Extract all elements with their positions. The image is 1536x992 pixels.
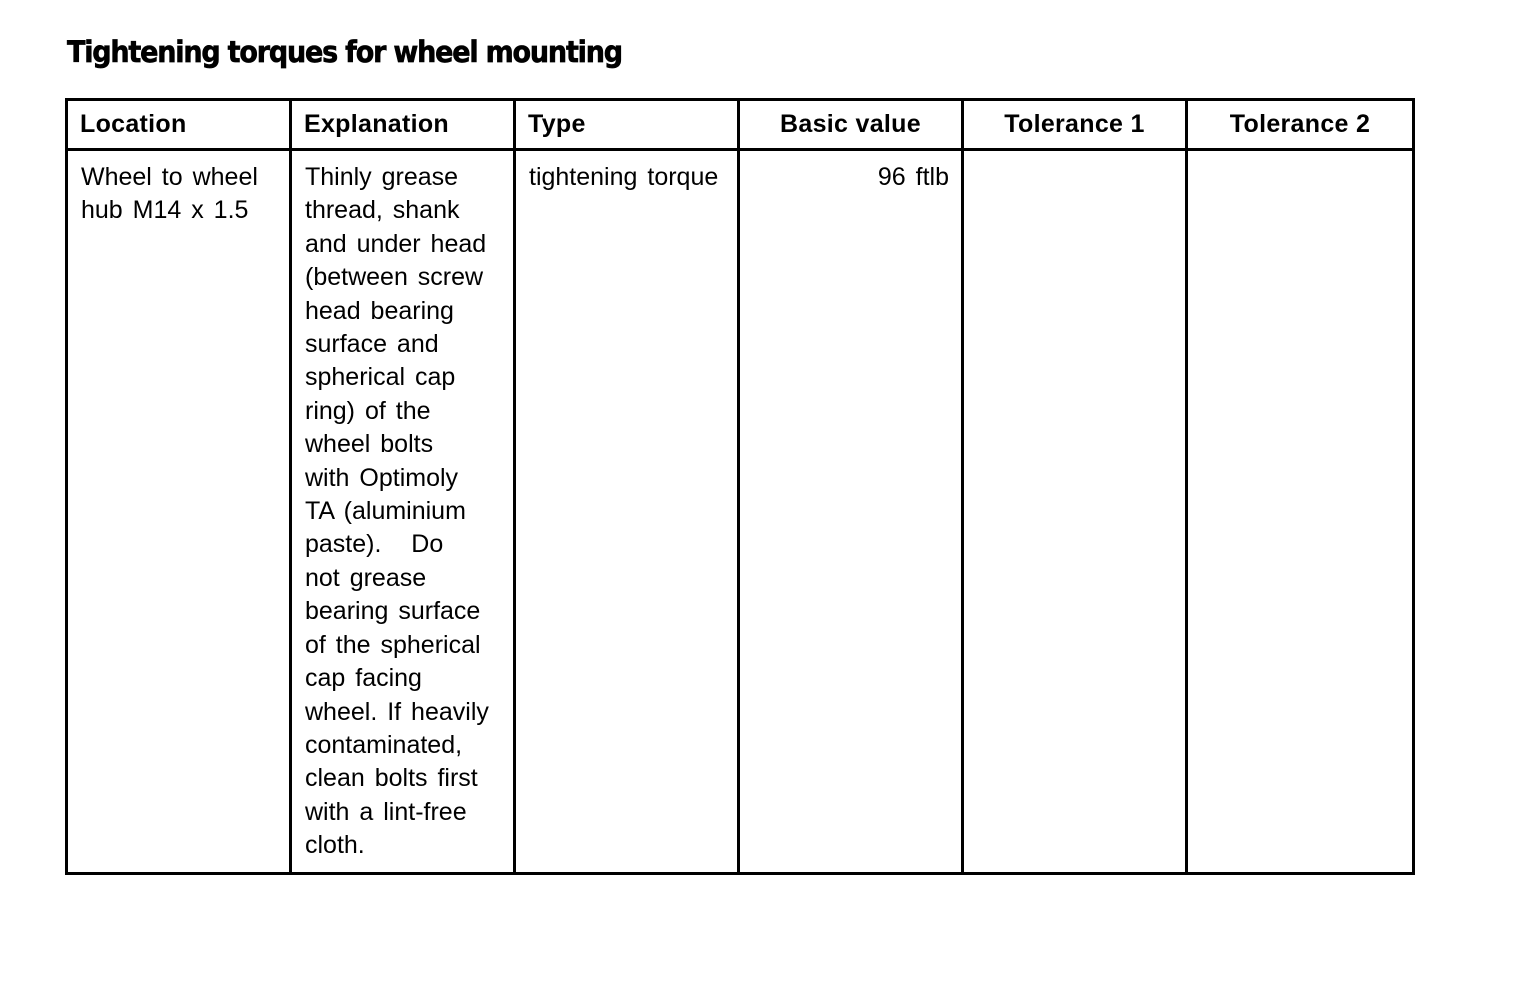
- explanation-line: Thinly grease: [305, 163, 459, 191]
- explanation-line: clean bolts first: [305, 764, 478, 793]
- explanation-line: surface and: [305, 330, 439, 359]
- header-basic-value: Basic value: [739, 100, 963, 150]
- explanation-line: wheel. If heavily: [305, 697, 489, 726]
- explanation-line: ring) of the: [305, 396, 431, 425]
- table-body: [67, 150, 1414, 874]
- explanation-line: cloth.: [305, 831, 365, 860]
- explanation-line: and under head: [305, 229, 487, 258]
- explanation-line: cap facing: [305, 664, 422, 693]
- header-explanation: Explanation: [291, 100, 515, 150]
- table-row: [67, 150, 1414, 874]
- explanation-line: bearing surface: [305, 597, 481, 626]
- torque-table: [65, 98, 1415, 875]
- explanation-line: of the spherical: [305, 630, 481, 659]
- header-type: Type: [515, 100, 739, 150]
- explanation-line: wheel bolts: [305, 430, 434, 459]
- explanation-line: not grease: [305, 563, 427, 592]
- cell-tolerance-2: [1187, 150, 1414, 874]
- explanation-line: paste). Do: [305, 530, 444, 559]
- cell-basic-value: 96 ftlb: [739, 150, 963, 874]
- cell-type: tightening torque: [515, 150, 739, 874]
- header-location: Location: [67, 100, 291, 150]
- header-row: [67, 100, 1414, 150]
- page-title: Tightening torques for wheel mounting: [67, 36, 622, 70]
- explanation-line: contaminated,: [305, 730, 463, 759]
- table-header: [67, 100, 1414, 150]
- cell-tolerance-1: [963, 150, 1187, 874]
- explanation-line: with Optimoly: [305, 463, 459, 492]
- header-tolerance-2: Tolerance 2: [1187, 100, 1414, 150]
- explanation-line: thread, shank: [305, 196, 460, 225]
- explanation-line: head bearing: [305, 296, 454, 325]
- explanation-line: with a lint-free: [305, 797, 467, 826]
- cell-explanation: [291, 150, 515, 874]
- explanation-line: TA (aluminium: [305, 497, 466, 526]
- explanation-line: (between screw: [305, 263, 484, 292]
- header-tolerance-1: Tolerance 1: [963, 100, 1187, 150]
- cell-location: Wheel to wheel hub M14 x 1.5: [67, 150, 291, 874]
- explanation-line: spherical cap: [305, 363, 456, 392]
- explanation-text: [305, 161, 501, 863]
